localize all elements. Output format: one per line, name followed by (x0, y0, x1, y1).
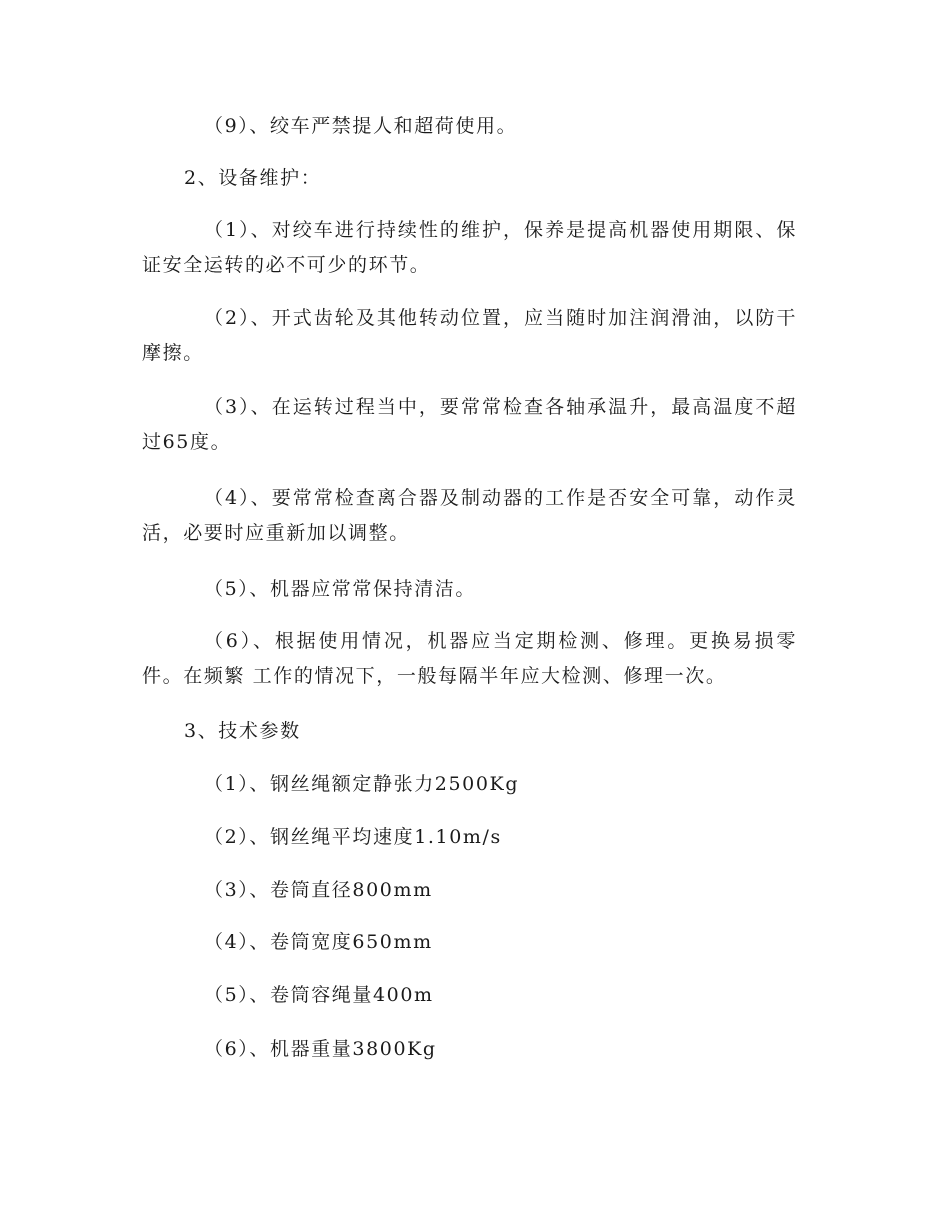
maintenance-item-6: （6）、根据使用情况，机器应当定期检测、修理。更换易损零件。在频繁 工作的情况下，一般每隔半年应大检测、修理一次。 (142, 630, 797, 687)
tech-param-6: （6）、机器重量3800Kg (204, 1038, 437, 1060)
maintenance-item-5: （5）、机器应常常保持清洁。 (204, 578, 476, 600)
tech-param-1: （1）、钢丝绳额定静张力2500Kg (204, 773, 520, 795)
paragraph-winch-prohibition: （9）、绞车严禁提人和超荷使用。 (204, 115, 518, 137)
tech-param-3: （3）、卷筒直径800mm (204, 879, 433, 901)
maintenance-item-4: （4）、要常常检查离合器及制动器的工作是否安全可靠，动作灵 活，必要时应重新加以调整。 (142, 487, 797, 544)
tech-param-2: （2）、钢丝绳平均速度1.10m/s (204, 826, 502, 848)
tech-param-4: （4）、卷筒宽度650mm (204, 931, 433, 953)
maintenance-item-3: （3）、在运转过程当中，要常常检查各轴承温升，最高温度不超过65度。 (142, 396, 797, 453)
section-heading-technical-parameters: 3、技术参数 (184, 720, 301, 742)
section-heading-maintenance: 2、设备维护： (184, 167, 322, 189)
maintenance-item-1: （1）、对绞车进行持续性的维护，保养是提高机器使用期限、保 证安全运转的必不可少的环节。 (142, 219, 797, 276)
maintenance-item-2: （2）、开式齿轮及其他转动位置，应当随时加注润滑油，以防干摩擦。 (142, 307, 797, 364)
tech-param-5: （5）、卷筒容绳量400m (204, 984, 434, 1006)
